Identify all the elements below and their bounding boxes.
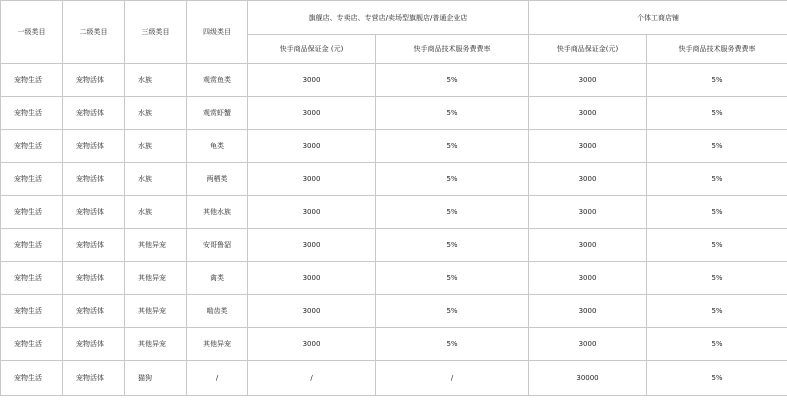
cell-level4-category: / [187,361,248,396]
header-rate-individual: 快手商品技术服务费费率 [647,35,787,64]
table-row [1,163,787,196]
cell-level3-category: 水族 [125,163,187,196]
cell-level4-category: 龟类 [187,130,248,163]
cell-level2-category: 宠物活体 [63,64,125,97]
cell-level1-category: 宠物生活 [1,130,63,163]
cell-level4-category: 观赏鱼类 [187,64,248,97]
cell-level2-category: 宠物活体 [63,130,125,163]
cell-rate-enterprise: 5% [376,229,529,262]
cell-level3-category: 猫狗 [125,361,187,396]
cell-rate-enterprise: 5% [376,328,529,361]
cell-level1-category: 宠物生活 [1,328,63,361]
cell-level2-category: 宠物活体 [63,97,125,130]
table-body [1,64,787,396]
table-row [1,328,787,361]
cell-deposit-enterprise: 3000 [248,262,376,295]
cell-rate-individual: 5% [647,295,787,328]
table-row [1,295,787,328]
cell-rate-individual: 5% [647,64,787,97]
cell-rate-enterprise: / [376,361,529,396]
cell-rate-individual: 5% [647,262,787,295]
cell-level2-category: 宠物活体 [63,295,125,328]
cell-deposit-individual: 3000 [529,130,647,163]
cell-rate-individual: 5% [647,97,787,130]
cell-level4-category: 两栖类 [187,163,248,196]
cell-rate-enterprise: 5% [376,196,529,229]
cell-level4-category: 啮齿类 [187,295,248,328]
cell-rate-individual: 5% [647,328,787,361]
cell-deposit-enterprise: 3000 [248,163,376,196]
cell-level1-category: 宠物生活 [1,64,63,97]
table-row [1,361,787,396]
header-level3-category: 三级类目 [125,1,187,64]
cell-rate-individual: 5% [647,361,787,396]
cell-level3-category: 水族 [125,64,187,97]
table-row [1,97,787,130]
header-level2-category: 二级类目 [63,1,125,64]
cell-level2-category: 宠物活体 [63,196,125,229]
cell-level4-category: 禽类 [187,262,248,295]
cell-level3-category: 其他异宠 [125,262,187,295]
cell-deposit-individual: 3000 [529,229,647,262]
cell-level1-category: 宠物生活 [1,229,63,262]
cell-level4-category: 观赏虾蟹 [187,97,248,130]
table-row [1,229,787,262]
cell-level1-category: 宠物生活 [1,196,63,229]
cell-deposit-enterprise: 3000 [248,229,376,262]
cell-level2-category: 宠物活体 [63,361,125,396]
cell-deposit-enterprise: 3000 [248,295,376,328]
cell-deposit-enterprise: 3000 [248,64,376,97]
table-row [1,130,787,163]
cell-rate-individual: 5% [647,229,787,262]
cell-level4-category: 安哥鲁貂 [187,229,248,262]
cell-level2-category: 宠物活体 [63,262,125,295]
cell-deposit-individual: 30000 [529,361,647,396]
cell-level3-category: 水族 [125,196,187,229]
cell-rate-enterprise: 5% [376,163,529,196]
table-row [1,64,787,97]
cell-rate-enterprise: 5% [376,64,529,97]
cell-deposit-individual: 3000 [529,328,647,361]
header-level1-category: 一级类目 [1,1,63,64]
cell-deposit-enterprise: 3000 [248,328,376,361]
cell-level2-category: 宠物活体 [63,328,125,361]
cell-rate-individual: 5% [647,163,787,196]
header-deposit-individual: 快手商品保证金(元) [529,35,647,64]
cell-deposit-individual: 3000 [529,196,647,229]
cell-deposit-enterprise: 3000 [248,97,376,130]
cell-level1-category: 宠物生活 [1,361,63,396]
cell-level3-category: 其他异宠 [125,295,187,328]
header-row-1 [1,1,787,35]
cell-rate-enterprise: 5% [376,97,529,130]
cell-level1-category: 宠物生活 [1,262,63,295]
cell-deposit-enterprise: 3000 [248,196,376,229]
cell-deposit-individual: 3000 [529,295,647,328]
cell-deposit-individual: 3000 [529,64,647,97]
cell-deposit-enterprise: 3000 [248,130,376,163]
cell-deposit-individual: 3000 [529,262,647,295]
cell-rate-enterprise: 5% [376,130,529,163]
header-deposit-enterprise: 快手商品保证金 (元) [248,35,376,64]
cell-level3-category: 水族 [125,97,187,130]
cell-rate-individual: 5% [647,130,787,163]
cell-level2-category: 宠物活体 [63,229,125,262]
cell-deposit-enterprise: / [248,361,376,396]
cell-deposit-individual: 3000 [529,97,647,130]
table-row [1,196,787,229]
cell-level3-category: 其他异宠 [125,328,187,361]
table-row [1,262,787,295]
cell-level1-category: 宠物生活 [1,295,63,328]
header-rate-enterprise: 快手商品技术服务费费率 [376,35,529,64]
cell-level3-category: 其他异宠 [125,229,187,262]
cell-level1-category: 宠物生活 [1,97,63,130]
cell-rate-individual: 5% [647,196,787,229]
cell-rate-enterprise: 5% [376,262,529,295]
cell-level1-category: 宠物生活 [1,163,63,196]
cell-level2-category: 宠物活体 [63,163,125,196]
header-level4-category: 四级类目 [187,1,248,64]
cell-deposit-individual: 3000 [529,163,647,196]
header-group-enterprise-stores: 旗舰店、专卖店、专营店/卖场型旗舰店/普通企业店 [248,1,529,35]
cell-level4-category: 其他水族 [187,196,248,229]
cell-level4-category: 其他异宠 [187,328,248,361]
cell-rate-enterprise: 5% [376,295,529,328]
header-group-individual-stores: 个体工商店铺 [529,1,787,35]
cell-level3-category: 水族 [125,130,187,163]
